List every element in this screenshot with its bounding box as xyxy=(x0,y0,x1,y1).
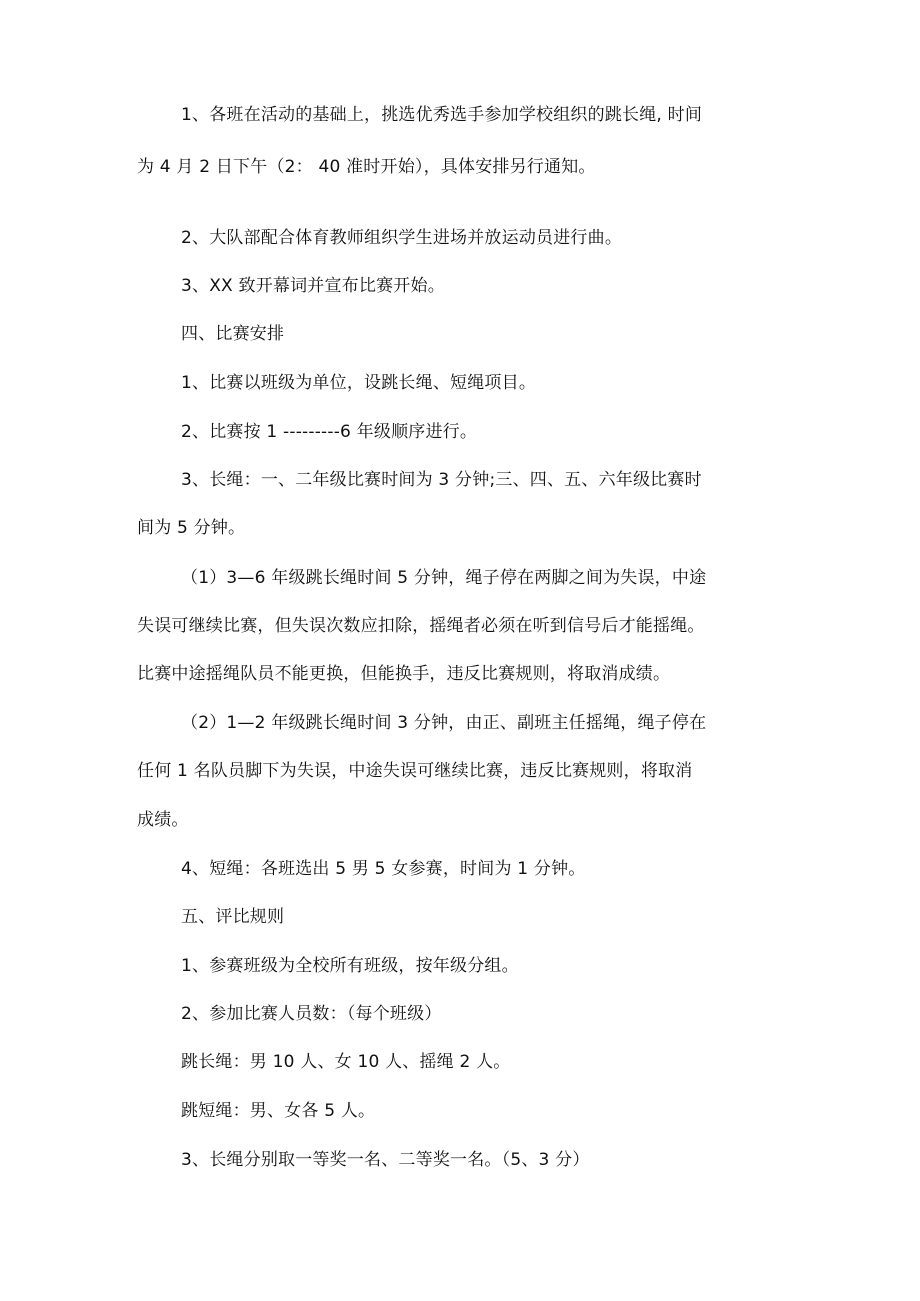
paragraph-line: 2、参加比赛人员数：（每个班级） xyxy=(181,1004,442,1024)
paragraph-line: 3、长绳分别取一等奖一名、二等奖一名。（5、3 分） xyxy=(181,1150,590,1170)
paragraph-line: 1、各班在活动的基础上，挑选优秀选手参加学校组织的跳长绳, 时间 xyxy=(181,105,703,125)
paragraph-line: 跳短绳：男、女各 5 人。 xyxy=(181,1101,376,1121)
paragraph-line: 任何 1 名队员脚下为失误，中途失误可继续比赛，违反比赛规则，将取消 xyxy=(137,761,693,781)
paragraph-line: 跳长绳：男 10 人、女 10 人、摇绳 2 人。 xyxy=(181,1052,511,1072)
paragraph-line: 间为 5 分钟。 xyxy=(137,518,246,538)
paragraph-line: 2、大队部配合体育教师组织学生进场并放运动员进行曲。 xyxy=(181,228,623,248)
paragraph-line: 1、参赛班级为全校所有班级，按年级分组。 xyxy=(181,956,519,976)
paragraph-line: 3、长绳：一、二年级比赛时间为 3 分钟;三、四、五、六年级比赛时 xyxy=(181,470,702,490)
paragraph-line: 4、短绳：各班选出 5 男 5 女参赛，时间为 1 分钟。 xyxy=(181,859,586,879)
section-heading: 四、比赛安排 xyxy=(181,324,285,344)
paragraph-line: （2）1—2 年级跳长绳时间 3 分钟，由正、副班主任摇绳，绳子停在 xyxy=(181,713,707,733)
paragraph-line: 比赛中途摇绳队员不能更换，但能换手，违反比赛规则，将取消成绩。 xyxy=(137,664,671,684)
paragraph-line: 3、XX 致开幕词并宣布比赛开始。 xyxy=(181,276,445,296)
paragraph-line: 2、比赛按 1 ---------6 年级顺序进行。 xyxy=(181,422,478,442)
paragraph-line: （1）3—6 年级跳长绳时间 5 分钟，绳子停在两脚之间为失误，中途 xyxy=(181,568,707,588)
paragraph-line: 成绩。 xyxy=(137,810,189,830)
section-heading: 五、评比规则 xyxy=(181,907,285,927)
paragraph-line: 失误可继续比赛，但失误次数应扣除，摇绳者必须在听到信号后才能摇绳。 xyxy=(137,616,705,636)
paragraph-line: 1、比赛以班级为单位，设跳长绳、短绳项目。 xyxy=(181,373,537,393)
paragraph-line: 为 4 月 2 日下午（2： 40 准时开始），具体安排另行通知。 xyxy=(137,157,596,177)
